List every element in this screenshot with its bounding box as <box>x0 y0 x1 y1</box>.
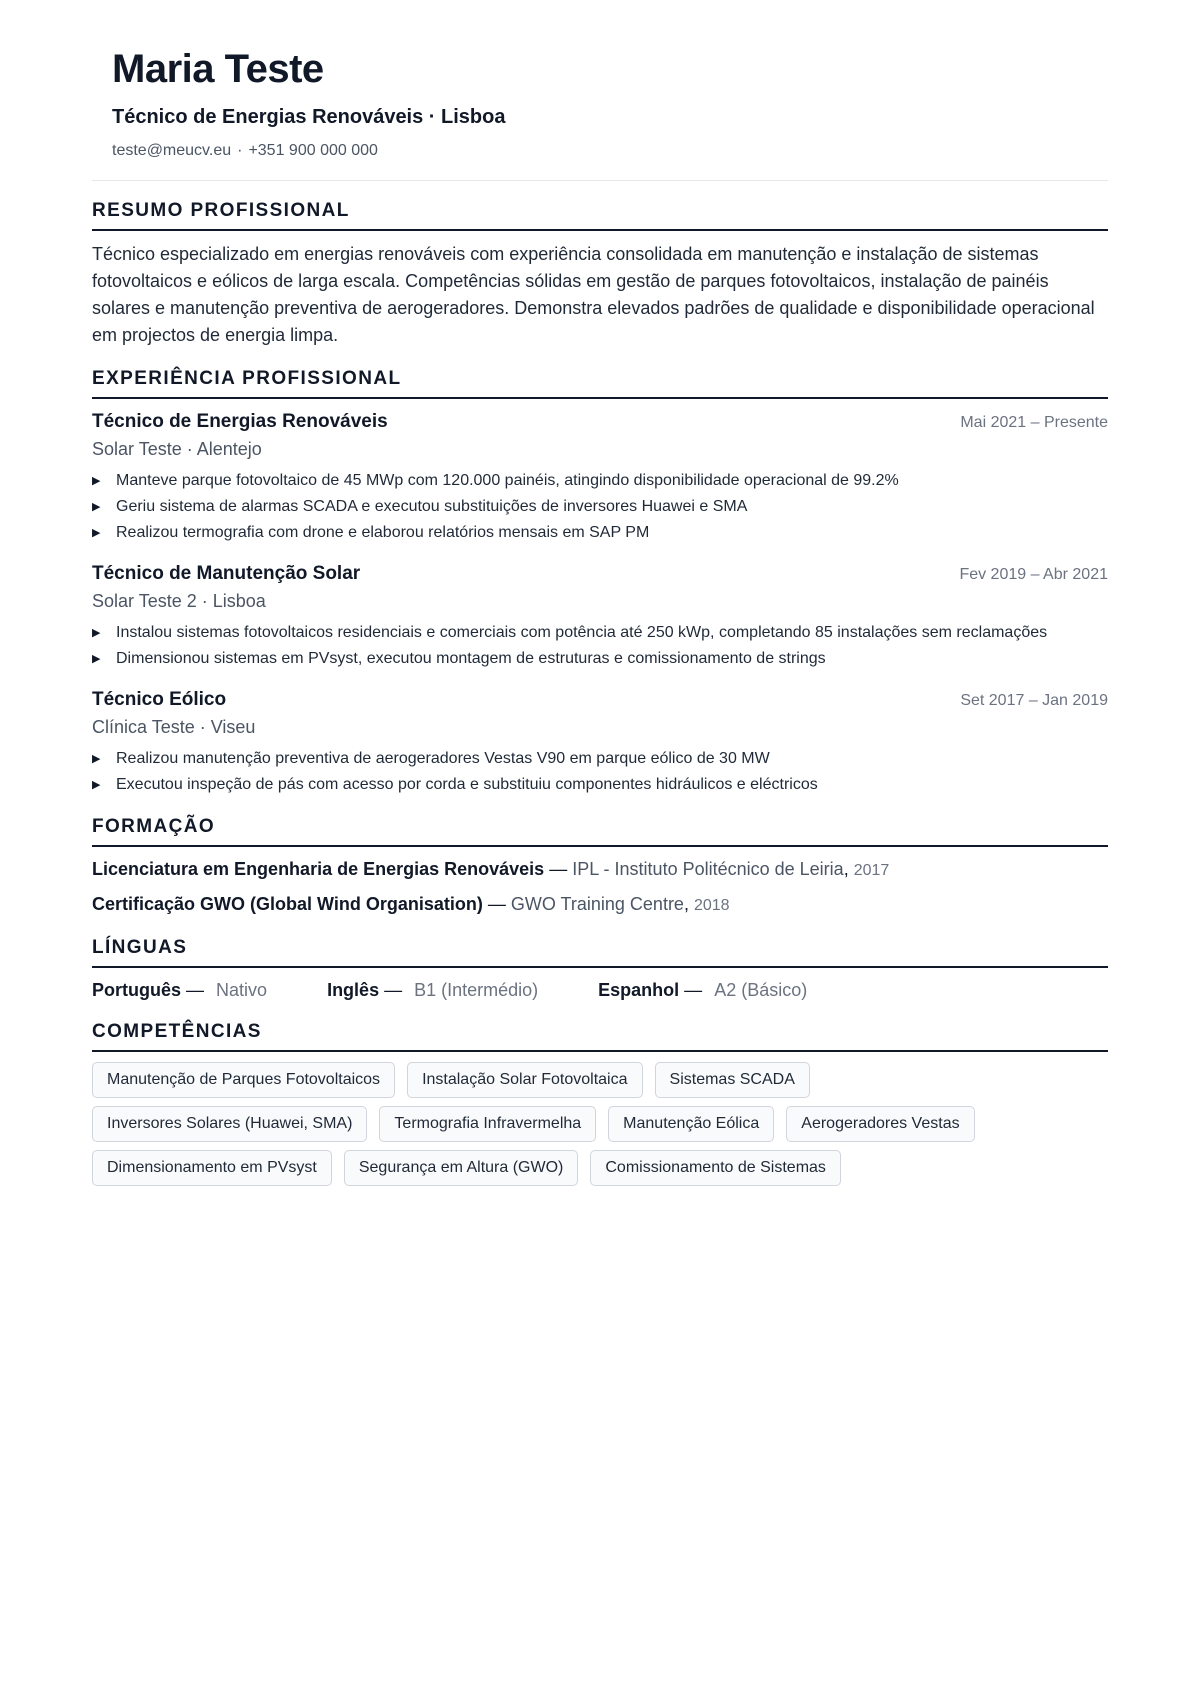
triangle-bullet-icon: ▶ <box>92 653 101 665</box>
section-title: LÍNGUAS <box>92 936 1108 968</box>
bullet-text: Geriu sistema de alarmas SCADA e executou substituições de inversores Huawei e SMA <box>116 498 748 515</box>
bullet-text: Dimensionou sistemas em PVsyst, executou montagem de estruturas e comissionamento de strings <box>116 650 826 667</box>
resume-header <box>92 0 1108 181</box>
language-dash: — <box>181 980 205 1000</box>
skill-chip: Inversores Solares (Huawei, SMA) <box>92 1106 367 1142</box>
contact-separator: · <box>237 142 243 159</box>
job-bullets <box>92 621 1108 671</box>
bullet-item <box>92 521 1108 545</box>
section-title: FORMAÇÃO <box>92 815 1108 847</box>
language-name: Inglês <box>327 980 380 1000</box>
bullet-item <box>92 621 1108 645</box>
contact-email: teste@meucv.eu <box>112 142 232 159</box>
language-item <box>92 978 267 1002</box>
education-degree: Certificação GWO (Global Wind Organisation) <box>92 894 483 914</box>
skill-chip: Manutenção de Parques Fotovoltaicos <box>92 1062 395 1098</box>
education-school: GWO Training Centre <box>510 894 684 914</box>
job-header <box>92 687 1108 713</box>
section-title: RESUMO PROFISSIONAL <box>92 199 1108 231</box>
job-bullets <box>92 747 1108 797</box>
triangle-bullet-icon: ▶ <box>92 527 101 539</box>
languages-row <box>92 978 1108 1002</box>
job-entry <box>92 687 1108 797</box>
bullet-text: Manteve parque fotovoltaico de 45 MWp com 120.000 painéis, atingindo disponibilidade operacional de 99.2% <box>116 472 899 489</box>
language-item <box>598 978 807 1002</box>
summary-text: Técnico especializado em energias renováveis com experiência consolidada em manutenção e instalação de sistemas fotovoltaicos e eólicos de larga escala. Competências sólidas em gestão de parques fotovoltaicos, instalação de painéis solares e manutenção preventiva de aerogeradores. Demonstra elevados padrões de qualidade e disponibilidade operacional em projectos de energia limpa. <box>92 244 1095 345</box>
job-header <box>92 409 1108 435</box>
summary-section <box>92 199 1108 349</box>
job-bullets <box>92 469 1108 545</box>
triangle-bullet-icon: ▶ <box>92 779 101 791</box>
language-level: B1 (Intermédio) <box>414 980 539 1000</box>
job-entry <box>92 561 1108 671</box>
triangle-bullet-icon: ▶ <box>92 475 101 487</box>
candidate-name: Maria Teste <box>112 47 324 91</box>
languages-section <box>92 936 1108 1002</box>
bullet-text: Executou inspeção de pás com acesso por corda e substituiu componentes hidráulicos e eléctricos <box>116 776 818 793</box>
bullet-item <box>92 747 1108 771</box>
language-item <box>327 978 538 1002</box>
education-list <box>92 857 1108 918</box>
education-comma: , <box>683 894 694 914</box>
bullet-item <box>92 469 1108 493</box>
bullet-item <box>92 773 1108 797</box>
experience-section <box>92 367 1108 797</box>
contact-line <box>112 140 1088 162</box>
education-year: 2018 <box>693 897 730 914</box>
contact-phone: +351 900 000 000 <box>248 142 378 159</box>
candidate-headline: Técnico de Energias Renováveis · Lisboa <box>112 106 506 128</box>
bullet-item <box>92 495 1108 519</box>
job-dates: Fev 2019 – Abr 2021 <box>959 566 1108 583</box>
job-dates: Set 2017 – Jan 2019 <box>960 692 1108 709</box>
education-section <box>92 815 1108 918</box>
skills-list <box>92 1062 1092 1186</box>
education-dash: — <box>544 859 573 879</box>
language-level: Nativo <box>216 980 268 1000</box>
skill-chip: Termografia Infravermelha <box>379 1106 596 1142</box>
job-company: Solar Teste 2 · Lisboa <box>92 591 266 611</box>
skill-chip: Segurança em Altura (GWO) <box>344 1150 579 1186</box>
triangle-bullet-icon: ▶ <box>92 627 101 639</box>
education-school: IPL - Instituto Politécnico de Leiria <box>572 859 844 879</box>
skill-chip: Manutenção Eólica <box>608 1106 774 1142</box>
education-item <box>92 857 1108 883</box>
skill-chip: Comissionamento de Sistemas <box>590 1150 841 1186</box>
language-name: Espanhol <box>598 980 680 1000</box>
bullet-text: Instalou sistemas fotovoltaicos residenciais e comerciais com potência até 250 kWp, completando 85 instalações sem reclamações <box>116 624 1048 641</box>
skill-chip: Instalação Solar Fotovoltaica <box>407 1062 642 1098</box>
education-year: 2017 <box>853 862 890 879</box>
education-comma: , <box>843 859 854 879</box>
section-title: COMPETÊNCIAS <box>92 1020 1108 1052</box>
job-title: Técnico de Manutenção Solar <box>92 563 361 584</box>
language-dash: — <box>379 980 403 1000</box>
triangle-bullet-icon: ▶ <box>92 753 101 765</box>
bullet-text: Realizou termografia com drone e elaborou relatórios mensais em SAP PM <box>116 524 650 541</box>
triangle-bullet-icon: ▶ <box>92 501 101 513</box>
section-title: EXPERIÊNCIA PROFISSIONAL <box>92 367 1108 399</box>
job-entry <box>92 409 1108 545</box>
skill-chip: Sistemas SCADA <box>655 1062 810 1098</box>
skill-chip: Aerogeradores Vestas <box>786 1106 974 1142</box>
education-dash: — <box>482 894 511 914</box>
education-degree: Licenciatura em Engenharia de Energias Renováveis <box>92 859 545 879</box>
bullet-text: Realizou manutenção preventiva de aerogeradores Vestas V90 em parque eólico de 30 MW <box>116 750 770 767</box>
skill-chip: Dimensionamento em PVsyst <box>92 1150 332 1186</box>
job-company: Solar Teste · Alentejo <box>92 439 262 459</box>
job-title: Técnico de Energias Renováveis <box>92 411 388 432</box>
language-name: Português <box>92 980 182 1000</box>
job-title: Técnico Eólico <box>92 689 227 710</box>
job-company: Clínica Teste · Viseu <box>92 717 256 737</box>
job-dates: Mai 2021 – Presente <box>960 414 1108 431</box>
skills-section <box>92 1020 1108 1186</box>
language-level: A2 (Básico) <box>714 980 808 1000</box>
education-item <box>92 892 1108 918</box>
job-header <box>92 561 1108 587</box>
bullet-item <box>92 647 1108 671</box>
language-dash: — <box>679 980 703 1000</box>
